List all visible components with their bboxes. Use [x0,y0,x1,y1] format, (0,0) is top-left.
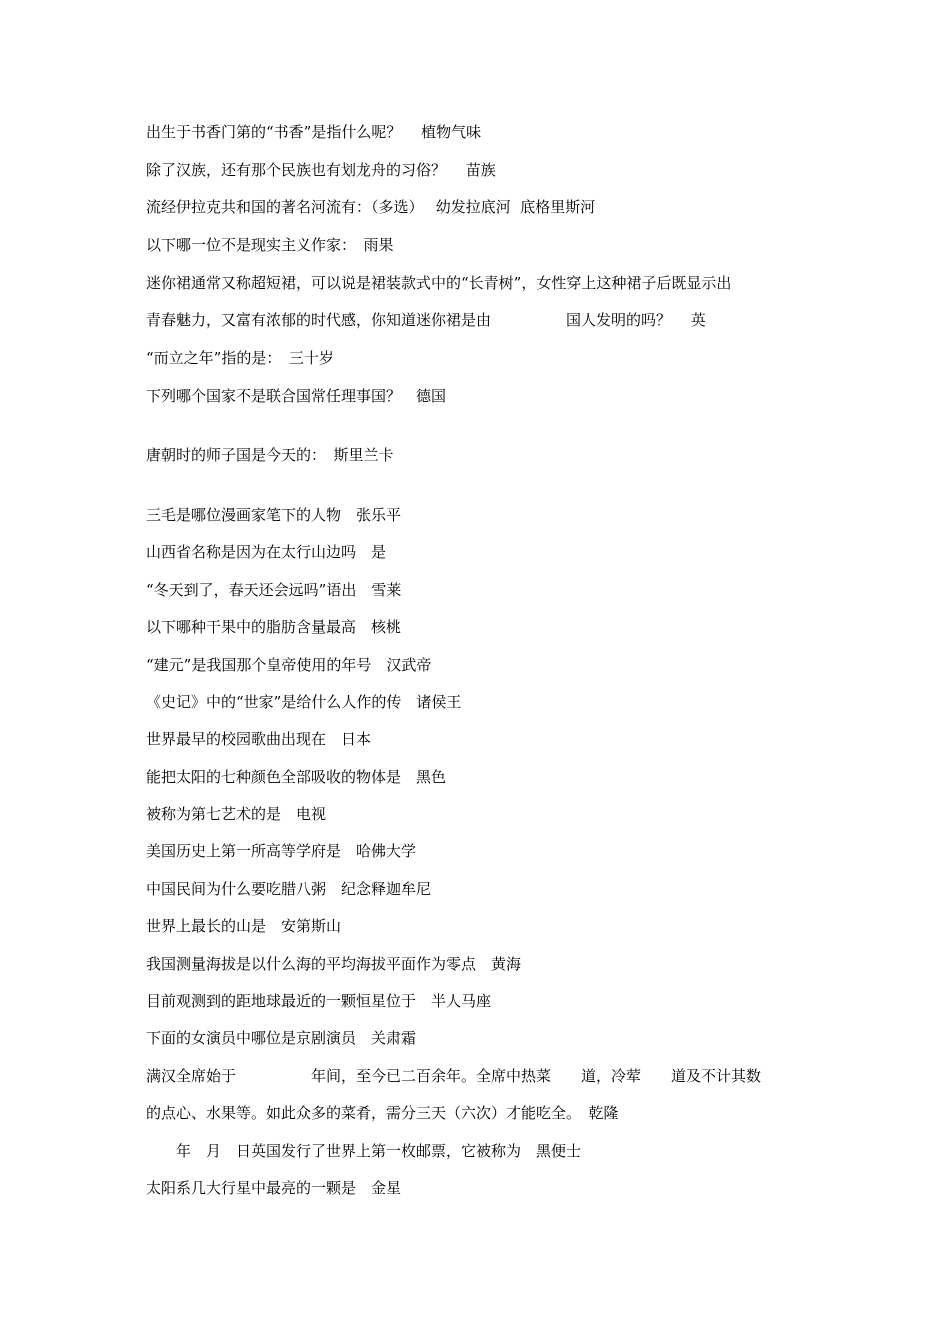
text-line: 《史记》中的“世家”是给什么人作的传 诸侯王 [146,693,462,711]
text-line: 被称为第七艺术的是 电视 [146,805,327,823]
text-line: 青春魅力，又富有浓郁的时代感，你知道迷你裙是由 国人发明的吗？ 英 [146,311,706,329]
text-line: 世界上最长的山是 安第斯山 [146,917,342,935]
text-line: 三毛是哪位漫画家笔下的人物 张乐平 [146,506,402,524]
text-line: “建元”是我国那个皇帝使用的年号 汉武帝 [146,656,432,674]
text-line: 流经伊拉克共和国的著名河流有：（多选） 幼发拉底河 底格里斯河 [146,198,596,216]
text-line: 目前观测到的距地球最近的一颗恒星位于 半人马座 [146,992,492,1010]
text-line: 山西省名称是因为在太行山边吗 是 [146,543,387,561]
text-line: 下面的女演员中哪位是京剧演员 关肃霜 [146,1029,417,1047]
text-line: 以下哪种干果中的脂肪含量最高 核桃 [146,618,402,636]
text-line: 我国测量海拔是以什么海的平均海拔平面作为零点 黄海 [146,955,522,973]
text-line: 中国民间为什么要吃腊八粥 纪念释迦牟尼 [146,880,432,898]
text-line: 世界最早的校园歌曲出现在 日本 [146,730,372,748]
text-line: 出生于书香门第的“书香”是指什么呢？ 植物气味 [146,123,482,141]
text-line: 唐朝时的师子国是今天的： 斯里兰卡 [146,446,394,464]
text-line: 能把太阳的七种颜色全部吸收的物体是 黑色 [146,768,447,786]
text-line: 以下哪一位不是现实主义作家： 雨果 [146,236,394,254]
text-line: “而立之年”指的是： 三十岁 [146,349,334,367]
text-line: 年 月 日英国发行了世界上第一枚邮票，它被称为 黑便士 [146,1142,582,1160]
text-line: 除了汉族，还有那个民族也有划龙舟的习俗？ 苗族 [146,161,496,179]
text-line: “冬天到了，春天还会远吗”语出 雪莱 [146,581,402,599]
text-line: 满汉全席始于 年间，至今已二百余年。全席中热菜 道，冷荤 道及不计其数 [146,1067,762,1085]
text-line: 下列哪个国家不是联合国常任理事国？ 德国 [146,387,447,405]
text-line: 太阳系几大行星中最亮的一颗是 金星 [146,1179,402,1197]
text-line: 的点心、水果等。如此众多的菜肴，需分三天（六次）才能吃全。 乾隆 [146,1104,619,1122]
text-line: 迷你裙通常又称超短裙，可以说是裙装款式中的“长青树”，女性穿上这种裙子后既显示出 [146,274,732,292]
text-line: 美国历史上第一所高等学府是 哈佛大学 [146,842,417,860]
